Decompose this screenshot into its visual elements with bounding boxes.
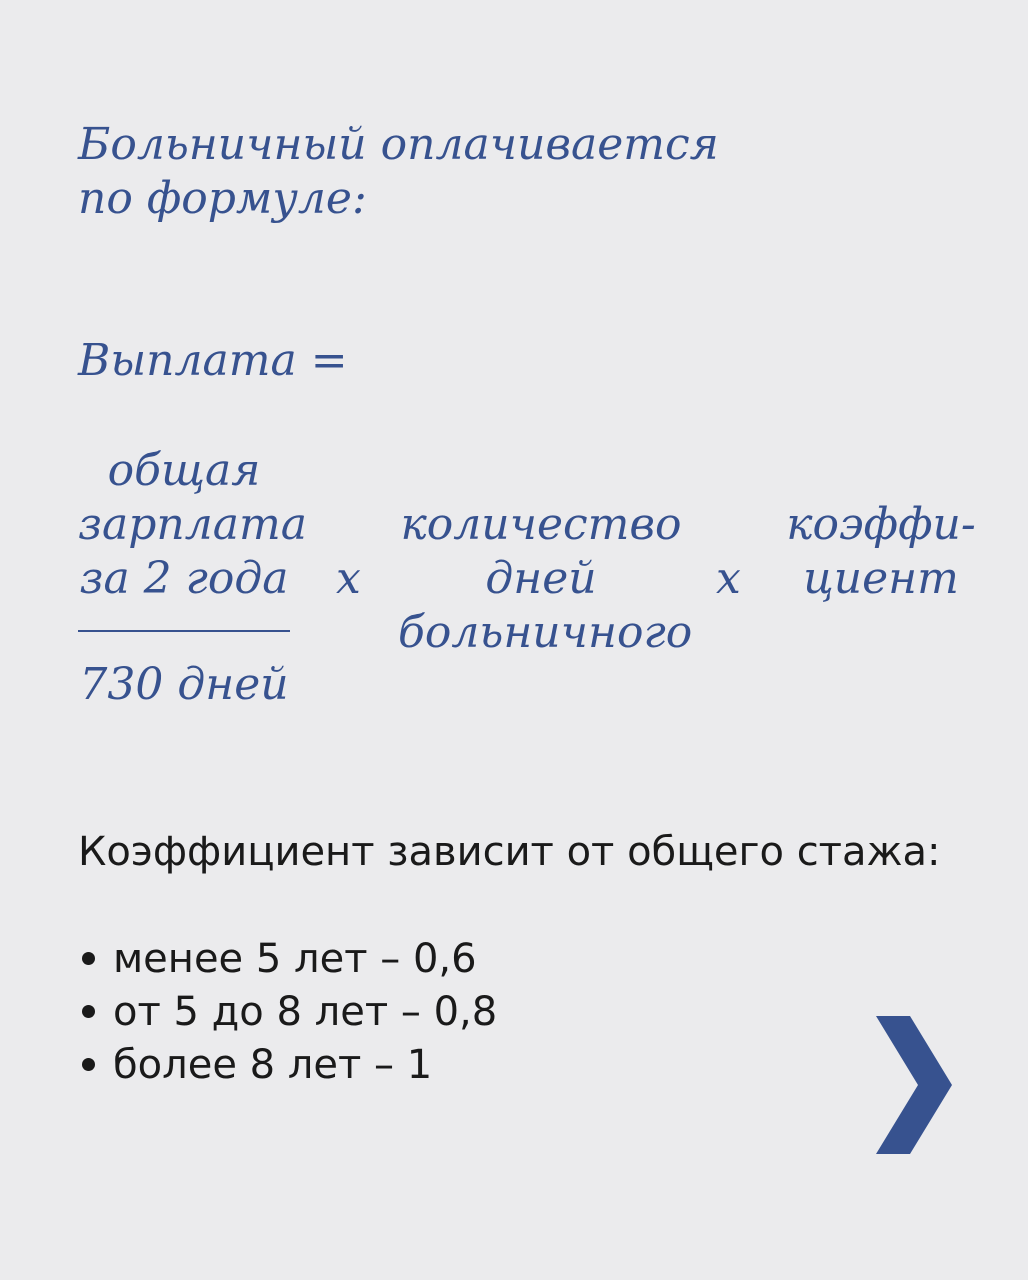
multiply-sign: x xyxy=(716,553,741,604)
numerator-line: за 2 года xyxy=(79,553,289,604)
formula-days-factor xyxy=(398,498,693,660)
coefficient-line: циент xyxy=(803,553,959,604)
bullet-icon xyxy=(82,1005,95,1018)
numerator-line: зарплата xyxy=(78,499,307,550)
list-item xyxy=(78,932,497,985)
coefficient-list xyxy=(78,932,497,1091)
list-item xyxy=(78,1038,497,1091)
days-factor-line: больничного xyxy=(398,607,693,658)
list-item-text: более 8 лет – 1 xyxy=(113,1041,433,1088)
days-factor-line: дней xyxy=(485,553,597,604)
list-item xyxy=(78,985,497,1038)
formula-lhs: Выплата = xyxy=(78,335,348,386)
formula-coefficient xyxy=(770,498,992,606)
page-title xyxy=(78,118,898,226)
coefficient-line: коэффи- xyxy=(786,499,976,550)
bullet-icon xyxy=(82,952,95,965)
days-factor-line: количество xyxy=(400,499,682,550)
title-line-1: Больничный оплачивается xyxy=(78,119,719,170)
fraction-bar xyxy=(78,630,290,632)
formula-numerator xyxy=(78,444,307,606)
list-item-text: от 5 до 8 лет – 0,8 xyxy=(113,988,498,1035)
title-line-2: по формуле: xyxy=(78,173,367,224)
coefficient-title: Коэффициент зависит от общего стажа: xyxy=(78,829,941,875)
chevron-right-icon[interactable] xyxy=(872,1014,954,1156)
formula-denominator: 730 дней xyxy=(79,659,289,710)
multiply-sign: x xyxy=(336,553,361,604)
numerator-line: общая xyxy=(107,445,261,496)
bullet-icon xyxy=(82,1058,95,1071)
list-item-text: менее 5 лет – 0,6 xyxy=(113,935,477,982)
